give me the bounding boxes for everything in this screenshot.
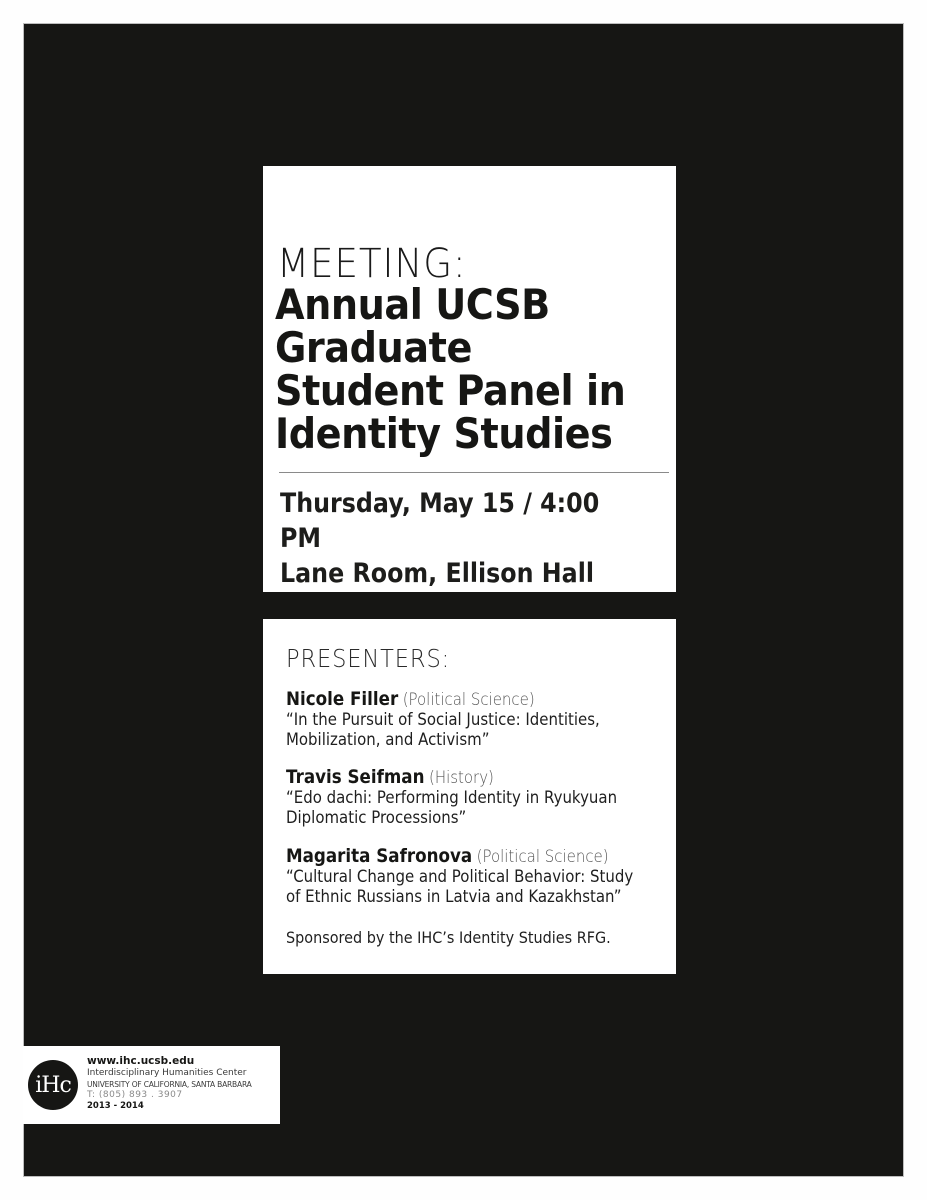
presentation-title-line: Diplomatic Processions” xyxy=(286,808,467,828)
headline-line: Graduate xyxy=(275,323,472,372)
event-details xyxy=(280,486,632,591)
presenter-name: Magarita Safronova xyxy=(286,845,473,867)
presentation-title-line: “In the Pursuit of Social Justice: Identities, xyxy=(286,710,600,730)
presenters-heading: PRESENTERS: xyxy=(286,644,451,673)
presenter-name: Nicole Filler xyxy=(286,688,399,710)
presenter-entry xyxy=(286,688,638,750)
presenter-department: (History) xyxy=(428,768,494,788)
ihc-footer xyxy=(23,1046,280,1124)
meeting-kicker: MEETING: xyxy=(277,241,467,287)
presentation-title-line: “Edo dachi: Performing Identity in Ryukyuan xyxy=(286,788,618,808)
phone-number: T: (805) 893 . 3907 xyxy=(87,1090,183,1100)
headline-line: Student Panel in xyxy=(275,366,626,415)
academic-year: 2013 - 2014 xyxy=(87,1101,144,1111)
footer-contact xyxy=(87,1055,252,1112)
presenter-name: Travis Seifman xyxy=(286,766,425,788)
sponsor-note: Sponsored by the IHC’s Identity Studies RFG. xyxy=(286,928,611,947)
presentation-title-line: “Cultural Change and Political Behavior: Study xyxy=(286,867,634,887)
presenters-card xyxy=(263,619,676,974)
presenter-department: (Political Science) xyxy=(476,847,609,867)
presenter-entry xyxy=(286,845,638,907)
presentation-title-line: Mobilization, and Activism” xyxy=(286,730,490,750)
event-title-card xyxy=(263,166,676,592)
event-location: Lane Room, Ellison Hall xyxy=(280,558,595,589)
headline-line: Annual UCSB xyxy=(275,280,550,329)
presenter-department: (Political Science) xyxy=(402,690,535,710)
ihc-logo-icon xyxy=(28,1060,78,1110)
organization-name: Interdisciplinary Humanities Center xyxy=(87,1068,247,1078)
headline-line: Identity Studies xyxy=(275,409,613,458)
presenter-entry xyxy=(286,766,638,828)
title-divider xyxy=(279,472,669,473)
university-name: UNIVERSITY OF CALIFORNIA, SANTA BARBARA xyxy=(87,1080,252,1089)
event-headline xyxy=(275,280,639,458)
event-date-time: Thursday, May 15 / 4:00 PM xyxy=(280,488,600,554)
presentation-title-line: of Ethnic Russians in Latvia and Kazakhstan” xyxy=(286,887,622,907)
logo-text: iHc xyxy=(35,1072,71,1098)
website-link[interactable]: www.ihc.ucsb.edu xyxy=(87,1055,195,1067)
